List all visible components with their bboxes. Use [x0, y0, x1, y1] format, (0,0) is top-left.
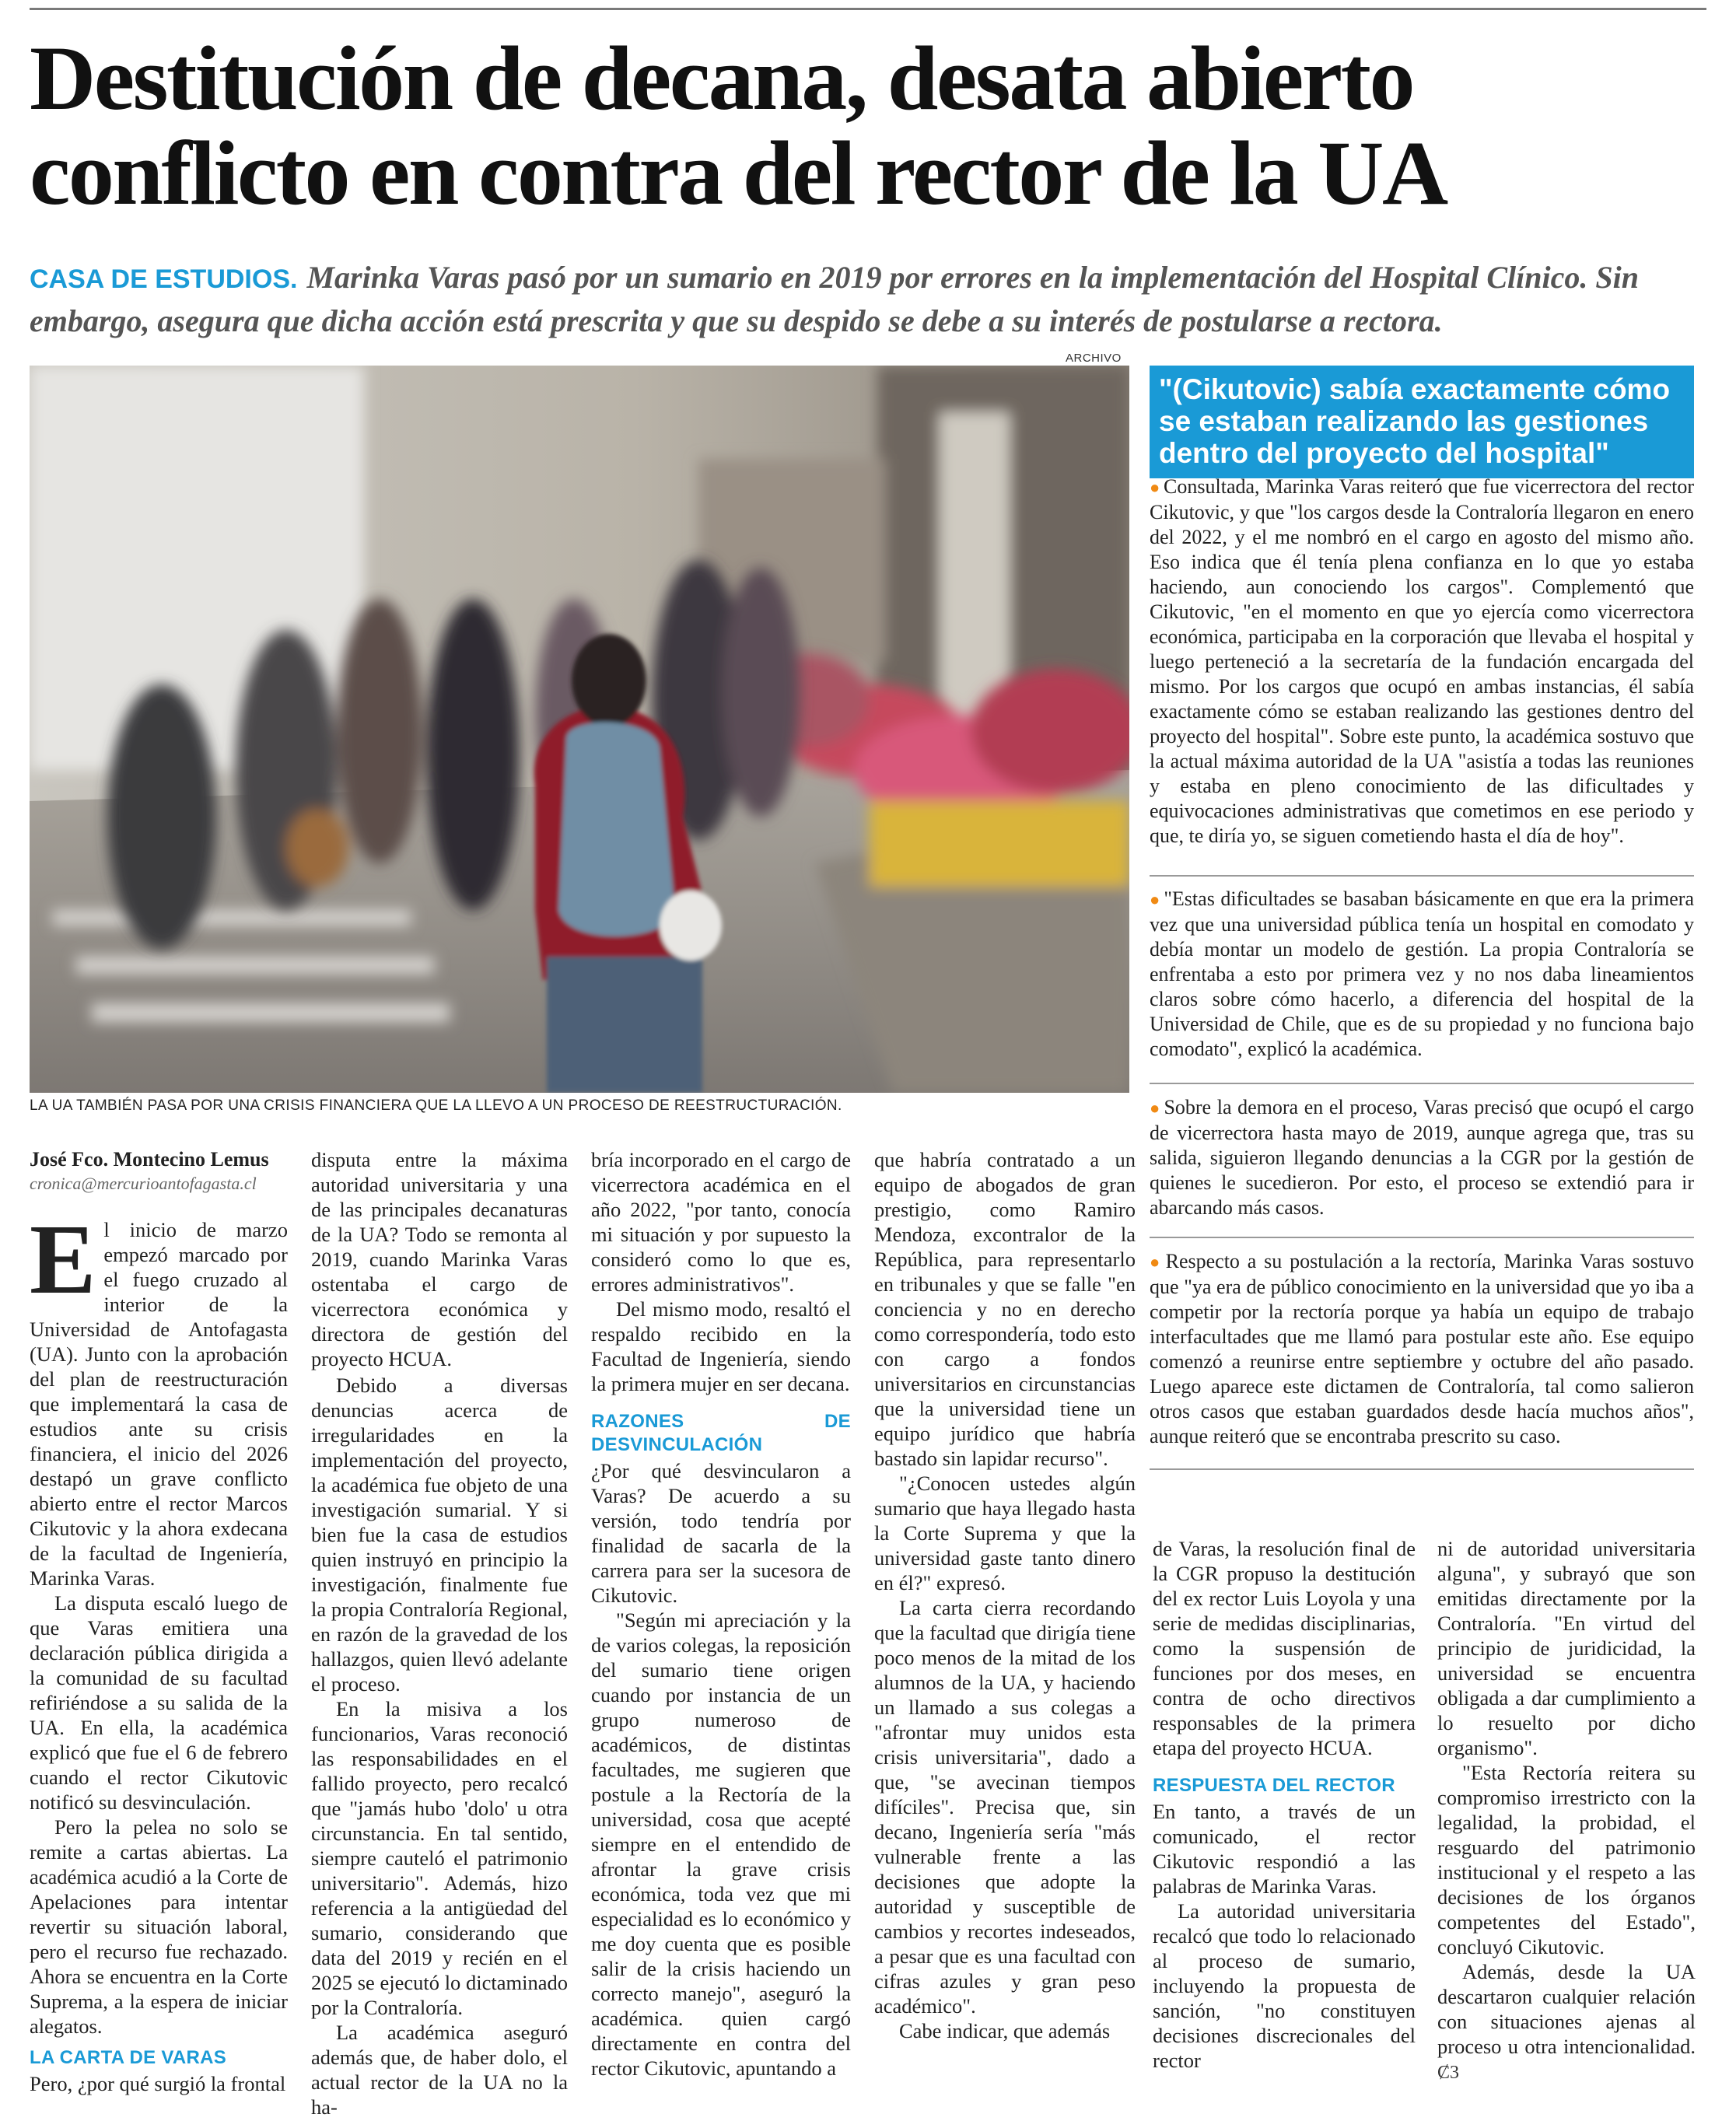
photo-credit: ARCHIVO — [1066, 352, 1122, 365]
end-mark-icon: Ȼ3 — [1437, 2063, 1460, 2083]
col5-p3: La autoridad universitaria recalcó que todo lo relacionado al proceso de sumario, incluyendo la propuesta de sanción, "no constituyen decisiones discrecionales del rector — [1153, 1899, 1416, 2072]
photo-caption: LA UA TAMBIÉN PASA POR UNA CRISIS FINANCIERA QUE LA LLEVO A UN PROCESO DE REESTRUCTURACIÓN. — [30, 1097, 842, 1114]
col1-p1-text: l inicio de marzo empezó marcado por el fuego cruzado al interior de la Universidad de Antofagasta (UA). Junto con la aprobación del plan de reestructuración que implementará la casa de estudios ante su crisis financiera, el inicio del 2026 destapó un grave conflicto abierto entre el rector Marcos Cikutovic y la ahora exdecana de la facultad de Ingeniería, Marinka Varas. — [30, 1218, 288, 1590]
sidebar-divider — [1150, 1468, 1694, 1470]
col2-p3: En la misiva a los funcionarios, Varas reconoció las responsabilidades en el fallido proyecto, pero recalcó que "jamás hubo 'dolo' u otra circunstancia. En tal sentido, siempre cauteló el patrimonio universitario". Además, hizo referencia a la antigüedad del sumario, considerando que data del 2019 y recién en el 2025 se ejecutó lo dictaminado por la Contraloría. — [311, 1697, 568, 2019]
sidebar-item-2-text: "Estas dificultades se basaban básicamente en que era la primera vez que una universidad pública tenía un hospital en comodato y debía montar un modelo de gestión. La propia Contraloría se enfrentaba a esto por primera vez y no nos daba lineamientos claros sobre cómo hacerlo, a diferencia del hospital de la Universidad de Chile, que es de su propiedad y no funciona bajo comodato", explicó la académica. — [1150, 887, 1694, 1060]
column-3 — [591, 1147, 851, 2081]
sidebar-item-4-text: Respecto a su postulación a la rectoría, Marinka Varas sostuvo que "ya era de público conocimiento en la universidad que yo iba a competir por la rectoría porque ya había un equipo de trabajo interfacultades que me llamó para postular este año. Ese equipo comenzó a reunirse entre septiembre y octubre del año pasado. Luego aparece este dictamen de Contraloría, tal como salieron otros casos que estaban guardados desde hacía muchos años", aunque reiteró que se encontraba prescrito su caso. — [1150, 1250, 1694, 1447]
sidebar-divider — [1150, 875, 1694, 877]
drop-cap: E — [30, 1204, 96, 1314]
lead-paragraph — [30, 1204, 288, 1591]
col3-p4: "Según mi apreciación y la de varios colegas, la reposición del sumario tiene origen cuando por instancia de un grupo numeroso de académicos, de distintas facultades, me sugieren que postule a la Rectoría de la universidad, cosa que acepté siempre en el entendido de afrontar la grave crisis económica, toda vez que mi especialidad es lo económico y me doy cuenta que es posible salir de la crisis haciendo un correcto manejo", aseguró la académica. quien cargó directamente en contra del rector Cikutovic, apuntando a — [591, 1608, 851, 2080]
col3-p2: Del mismo modo, resaltó el respaldo recibido en la Facultad de Ingeniería, siendo la primera mujer en ser decana. — [591, 1297, 851, 1395]
col4-p3: La carta cierra recordando que la facultad que dirigía tiene poco menos de la mitad de los alumnos de la UA, y haciendo un llamado a sus colegas a "afrontar muy unidos esta crisis universitaria", dado a que, "se avecinan tiempos difíciles". Precisa que, sin decano, Ingeniería sería "más vulnerable frente a las decisiones que adopte la autoridad y susceptible de cambios y recortes indeseados, a pesar que es una facultad con cifras azules y gran peso académico". — [874, 1596, 1136, 2018]
subhead-respuesta: RESPUESTA DEL RECTOR — [1153, 1775, 1395, 1796]
sidebar-item-3-text: Sobre la demora en el proceso, Varas precisó que ocupó el cargo de vicerrectora hasta mayo de 2019, aunque agrega que, tras su salida, siguieron llegando denuncias a la CGR por la gestión de quienes le sucedieron. Por esto, el proceso se extendió para ir abarcando más casos. — [1150, 1096, 1694, 1219]
dek-text: Marinka Varas pasó por un sumario en 2019 por errores en la implementación del Hospital Clínico. Sin embargo, asegura que dicha acción está prescrita y que su despido se debe a su interés de postularse a rectora. — [30, 260, 1639, 338]
sidebar-item-4 — [1150, 1249, 1694, 1449]
col1-p3: Pero la pelea no solo se remite a cartas abiertas. La académica acudió a la Corte de Apelaciones para intentar revertir su situación laboral, pero el recurso fue rechazado. Ahora se encuentra en la Corte Suprema, a la espera de iniciar alegatos. — [30, 1815, 288, 2038]
col1-p2: La disputa escaló luego de que Varas emitiera una declaración pública dirigida a la comunidad de su facultad refiriéndose a su salida de la UA. En ella, la académica explicó que fue el 6 de febrero cuando el rector Cikutovic notificó su desvinculación. — [30, 1591, 288, 1814]
sidebar-item-2 — [1150, 887, 1694, 1062]
bullet-icon: ● — [1150, 1252, 1163, 1272]
column-1 — [30, 1147, 288, 2096]
dek-kicker: CASA DE ESTUDIOS. — [30, 264, 298, 294]
col6-p3-text: Además, desde la UA descartaron cualquier relación con situaciones ajenas al proceso u otra intencionalidad. — [1437, 1960, 1696, 2058]
col2-p1: disputa entre la máxima autoridad universitaria y una de las principales decanaturas de la UA? Todo se remonta al 2019, cuando Marinka Varas ostentaba el cargo de vicerrectora económica y directora de gestión del proyecto HCUA. — [311, 1148, 568, 1370]
dek — [30, 257, 1702, 342]
bullet-icon: ● — [1150, 1098, 1161, 1118]
article-photo — [30, 366, 1129, 1093]
sidebar-divider — [1150, 1237, 1694, 1238]
top-rule — [30, 8, 1706, 10]
col4-p2: "¿Conocen ustedes algún sumario que haya llegado hasta la Corte Suprema y que la universidad gaste tanto dinero en él?" expresó. — [874, 1472, 1136, 1594]
col6-p2: "Esta Rectoría reitera su compromiso irrestricto con la legalidad, la probidad, el resguardo del patrimonio institucional y el respeto a las decisiones de los órganos competentes del Estado", concluyó Cikutovic. — [1437, 1761, 1696, 1958]
byline-author: José Fco. Montecino Lemus — [30, 1148, 269, 1171]
col3-p1: bría incorporado en el cargo de vicerrectora académica en el año 2022, "por tanto, conocía mi situación y por supuesto la consideró como lo que es, errores administrativos". — [591, 1148, 851, 1296]
col5-p2: En tanto, a través de un comunicado, el rector Cikutovic respondió a las palabras de Marinka Varas. — [1153, 1800, 1416, 1898]
sidebar-item-1-text: Consultada, Marinka Varas reiteró que fue vicerrectora del rector Cikutovic, y que "los cargos desde la Contraloría llegaron en enero del 2022, y el me nombró en el cargo en agosto del mismo año. Eso indica que él tenía plena confianza en lo que yo estaba haciendo, aun conociendo los cargos". Complementó que Cikutovic, "en el momento en que yo ejercía como vicerrectora económica, participaba en la corporación que llevaba el hospital y luego perteneció a la secretaría de la fundación encargada del mismo. Por los cargos que ocupó en ambas instancias, él sabía exactamente cómo se estaban realizando las gestiones dentro del proyecto del hospital". Sobre este punto, la académica sostuvo que la actual máxima autoridad de la UA "asistía a todas las reuniones y estaba en pleno conocimiento de las dificultades y equivocaciones administrativas que cometimos en ese periodo y que, te diría yo, se siguen cometiendo hasta el día de hoy". — [1150, 475, 1694, 847]
col5-p1: de Varas, la resolución final de la CGR propuso la destitución del ex rector Luis Loyola y una serie de medidas disciplinarias, como la suspensión de funciones por dos meses, en contra de ocho directivos responsables de la primera etapa del proyecto HCUA. — [1153, 1537, 1416, 1759]
subhead-carta: LA CARTA DE VARAS — [30, 2047, 227, 2068]
sidebar-pullquote: "(Cikutovic) sabía exactamente cómo se estaban realizando las gestiones dentro del proyecto del hospital" — [1150, 366, 1694, 478]
col2-p4: La académica aseguró además que, de haber dolo, el actual rector de la UA no la ha- — [311, 2021, 568, 2119]
subhead-razones: RAZONES DE DESVINCULACIÓN — [591, 1411, 851, 1455]
col4-p4: Cabe indicar, que además — [899, 2019, 1111, 2042]
street-scene-image — [30, 366, 1129, 1093]
col3-p3: ¿Por qué desvincularon a Varas? De acuerdo a su versión, todo tendría por finalidad de sacarla de la carrera para ser la sucesora de Cikutovic. — [591, 1459, 851, 1607]
sidebar-item-3 — [1150, 1095, 1694, 1220]
bullet-icon: ● — [1150, 478, 1161, 497]
col4-p1: que habría contratado a un equipo de abogados de gran prestigio, como Ramiro Mendoza, excontralor de la República, para representarlo en tribunales y que se falle "en conciencia y no en derecho como correspondería, todo esto con cargo a fondos universitarios en circunstancias que la universidad tiene un equipo jurídico que habría bastado sin lapidar recurso". — [874, 1148, 1136, 1470]
column-5 — [1153, 1536, 1416, 2073]
byline-email: cronica@mercurioantofagasta.cl — [30, 1174, 257, 1193]
bullet-icon: ● — [1150, 890, 1161, 909]
col6-p1: ni de autoridad universitaria alguna", y subrayó que son emitidas directamente por la Contraloría. "En virtud del principio de juridicidad, la universidad se encuentra obligada a dar cumplimiento a lo resuelto por dicho organismo". — [1437, 1537, 1696, 1759]
column-6 — [1437, 1536, 1696, 2085]
column-2 — [311, 1147, 568, 2119]
col6-p3 — [1437, 1959, 1696, 2085]
col2-p2: Debido a diversas denuncias acerca de irregularidades en la implementación del proyecto, la académica fue objeto de una investigación sumarial. Y si bien fue la casa de estudios quien instruyó en principio la investigación, finalmente fue la propia Contraloría Regional, en razón de la gravedad de los hallazgos, quien llevó adelante el proceso. — [311, 1374, 568, 1696]
col1-p4: Pero, ¿por qué surgió la frontal — [30, 2072, 286, 2095]
column-4 — [874, 1147, 1136, 2043]
sidebar-divider — [1150, 1083, 1694, 1084]
sidebar-item-1 — [1150, 474, 1694, 849]
headline: Destitución de decana, desata abierto conflicto en contra del rector de la UA — [30, 27, 1447, 224]
